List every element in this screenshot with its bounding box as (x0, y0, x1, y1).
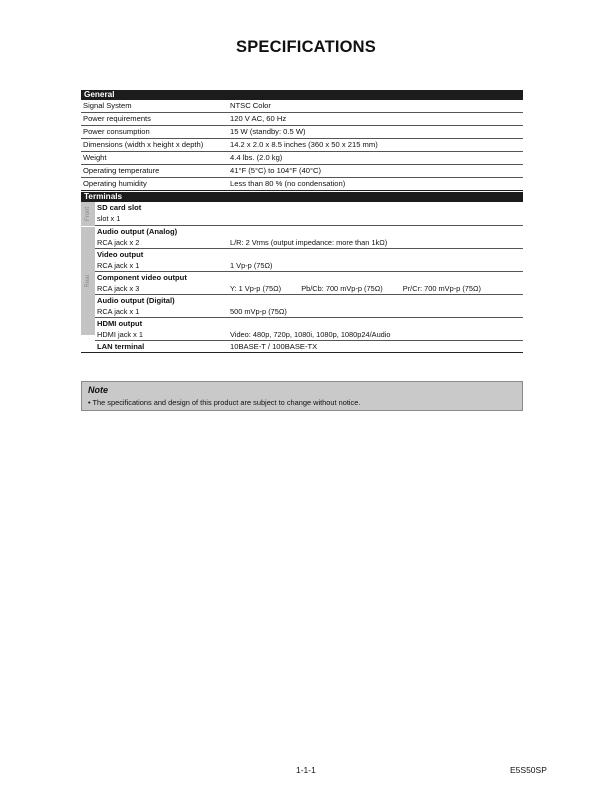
sd-card-name: SD card slot (97, 203, 142, 212)
component-pb-value: Pb/Cb: 700 mVp-p (75Ω) (301, 284, 383, 293)
general-row-value: NTSC Color (230, 101, 271, 110)
audio-digital-group (95, 295, 523, 318)
component-name: Component video output (97, 273, 187, 282)
terminals-heading: Terminals (81, 192, 523, 202)
hdmi-group (95, 318, 523, 341)
page-number: 1-1-1 (296, 765, 316, 775)
model-code: E5S50SP (510, 765, 547, 775)
video-group (95, 249, 523, 272)
general-row-value: 15 W (standby: 0.5 W) (230, 127, 306, 136)
sd-card-group (95, 202, 523, 226)
general-row-label: Dimensions (width x height x depth) (83, 140, 204, 149)
note-text: • The specifications and design of this product are subject to change without notice. (88, 398, 361, 407)
general-row-value: 120 V AC, 60 Hz (230, 114, 287, 123)
general-heading: General (81, 90, 523, 100)
general-row (81, 113, 523, 126)
general-rows (81, 100, 523, 191)
audio-analog-value: L/R: 2 Vrms (output impedance: more than 1kΩ) (230, 238, 388, 247)
video-name: Video output (97, 250, 144, 259)
audio-digital-value: 500 mVp-p (75Ω) (230, 307, 287, 316)
terminals-body (81, 202, 523, 353)
general-row (81, 165, 523, 178)
video-sub: RCA jack x 1 (97, 261, 140, 270)
component-group (95, 272, 523, 295)
general-row (81, 126, 523, 139)
general-row-label: Power consumption (83, 127, 150, 136)
general-row-label: Operating humidity (83, 179, 147, 188)
terminals-rows (95, 202, 523, 352)
note-title: Note (88, 385, 108, 395)
component-y-value: Y: 1 Vp-p (75Ω) (230, 284, 282, 293)
general-row (81, 100, 523, 113)
general-row-value: 41°F (5°C) to 104°F (40°C) (230, 166, 322, 175)
audio-digital-sub: RCA jack x 1 (97, 307, 140, 316)
side-labels (81, 202, 95, 352)
audio-analog-sub: RCA jack x 2 (97, 238, 140, 247)
general-table (81, 90, 523, 191)
general-row (81, 178, 523, 191)
general-row-value: Less than 80 % (no condensation) (230, 179, 346, 188)
general-row-label: Weight (83, 153, 107, 162)
hdmi-value: Video: 480p, 720p, 1080i, 1080p, 1080p24/Audio (230, 330, 391, 339)
rear-side-label: Rear (81, 227, 95, 335)
general-row-label: Signal System (83, 101, 132, 110)
lan-name: LAN terminal (97, 342, 145, 351)
video-value: 1 Vp-p (75Ω) (230, 261, 273, 270)
lan-group (95, 341, 523, 352)
general-row-label: Power requirements (83, 114, 151, 123)
general-row-value: 14.2 x 2.0 x 8.5 inches (360 x 50 x 215 mm) (230, 140, 378, 149)
audio-digital-name: Audio output (Digital) (97, 296, 175, 305)
terminals-table (81, 192, 523, 353)
hdmi-sub: HDMI jack x 1 (97, 330, 143, 339)
audio-analog-group (95, 226, 523, 249)
general-row (81, 152, 523, 165)
general-row-label: Operating temperature (83, 166, 160, 175)
component-pr-value: Pr/Cr: 700 mVp-p (75Ω) (402, 284, 482, 293)
audio-analog-name: Audio output (Analog) (97, 227, 178, 236)
front-side-label: Front (81, 202, 95, 227)
sd-card-sub: slot x 1 (97, 214, 121, 223)
general-row-value: 4.4 lbs. (2.0 kg) (230, 153, 283, 162)
page-title: SPECIFICATIONS (235, 38, 376, 56)
component-sub: RCA jack x 3 (97, 284, 140, 293)
general-row (81, 139, 523, 152)
note-box (81, 381, 523, 411)
hdmi-name: HDMI output (97, 319, 143, 328)
lan-value: 10BASE-T / 100BASE-TX (230, 342, 318, 351)
